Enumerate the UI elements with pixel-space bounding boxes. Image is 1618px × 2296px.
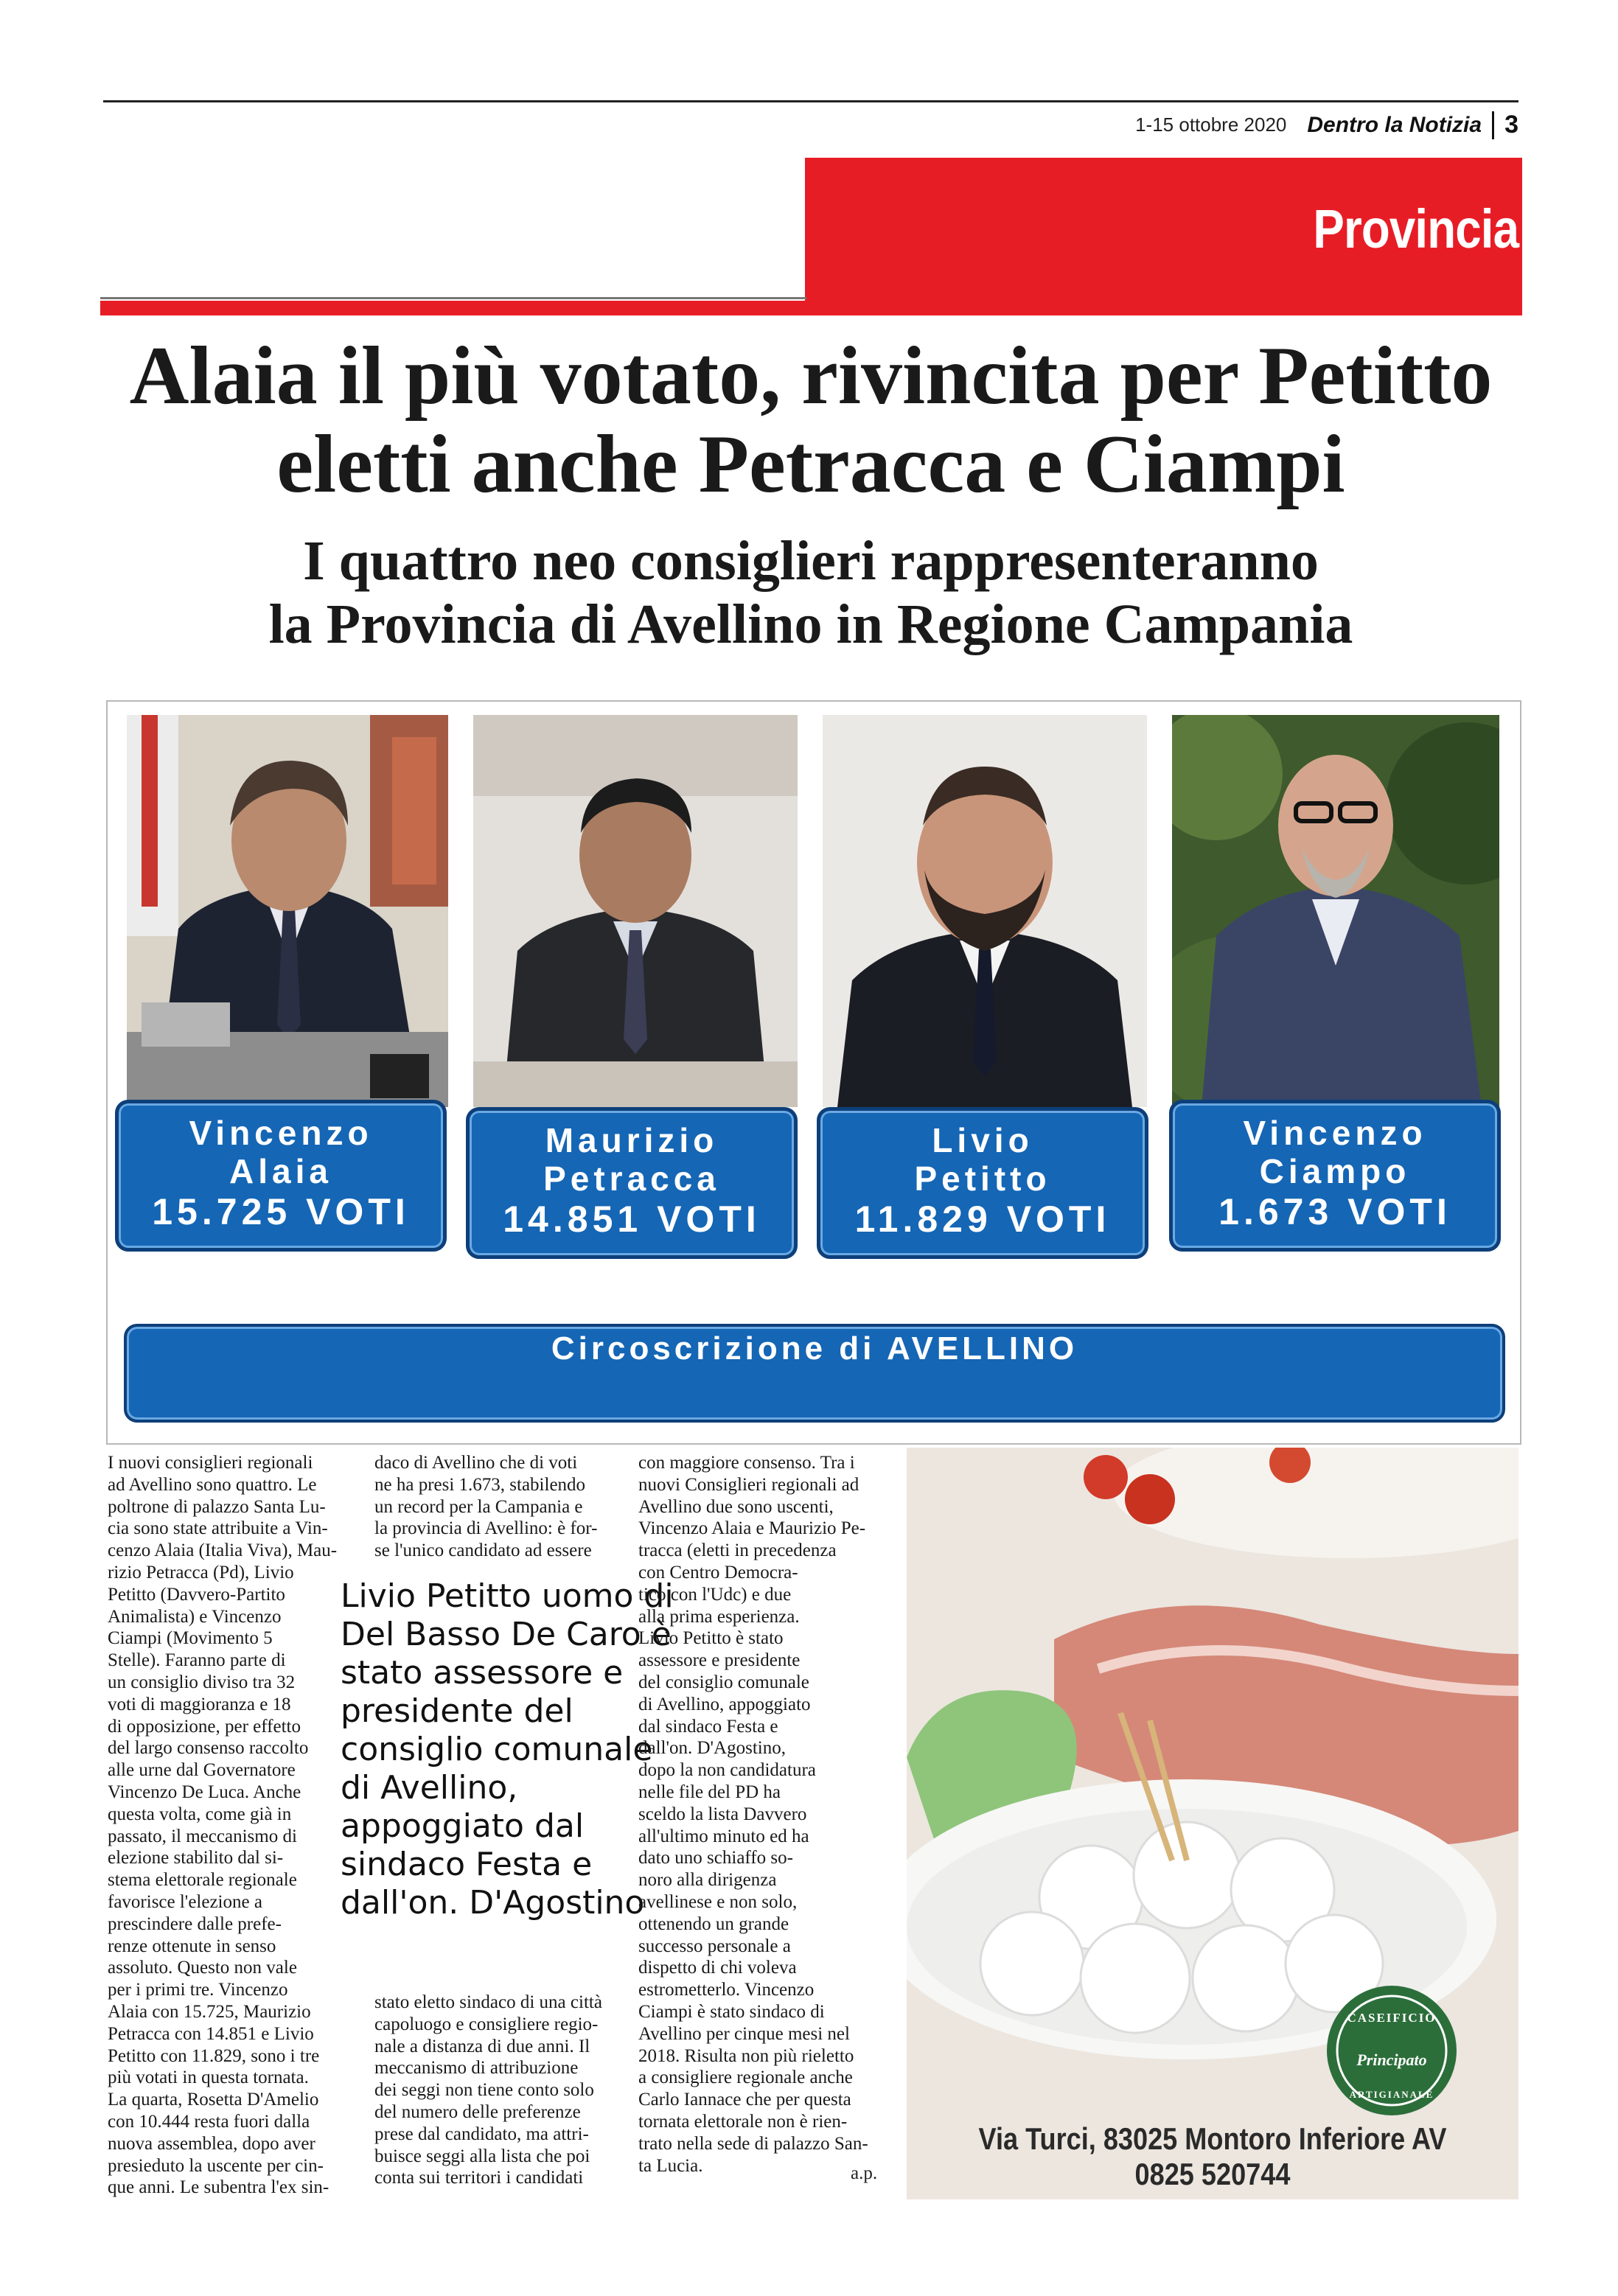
article-line: del largo consenso raccolto [108,1738,309,1759]
article-line: estrometterlo. Vincenzo [638,1980,815,2000]
article-line: tracca (eletti in precedenza [638,1540,837,1561]
article-line: se l'unico candidato ad essere [374,1540,592,1561]
article-line: alla prima esperienza. [638,1606,800,1627]
article-line: prese dal candidato, ma attri- [374,2124,589,2144]
banner-rule [100,297,806,299]
publication-name: Dentro la Notizia [1307,112,1482,137]
section-stripe [100,301,1522,315]
article-line: tornata elettorale non è rien- [638,2111,848,2132]
article-line: 2018. Risulta non più rieletto [638,2045,854,2066]
article-line: cia sono state attribuite a Vin- [108,1518,328,1539]
article-line: nelle file del PD ha [638,1782,781,1802]
article-line: dall'on. D'Agostino, [638,1738,786,1759]
article-line: I nuovi consiglieri regionali [108,1453,313,1473]
article-line: di opposizione, per effetto [108,1716,301,1737]
article-line: dato uno schiaffo so- [638,1848,793,1868]
candidate-card-petitto [817,1107,1148,1259]
article-line: un consiglio diviso tra 32 [108,1672,296,1692]
page-number: 3 [1504,111,1518,139]
candidate-last-name: Alaia [229,1152,332,1190]
article-line: dei seggi non tiene conto solo [374,2080,594,2101]
article-line: passato, il meccanismo di [108,1826,297,1846]
candidate-last-name: Petracca [543,1159,720,1198]
article-line: Ciampi (Movimento 5 [108,1628,273,1649]
article-line: assessore e presidente [638,1650,801,1671]
article-line: que anni. Le subentra l'ex sin- [108,2177,329,2198]
article-line: Vincenzo Alaia e Maurizio Pe- [638,1518,866,1539]
article-line: stato eletto sindaco di una città [374,1992,602,2012]
article-line: Stelle). Faranno parte di [108,1650,286,1671]
candidate-votes: 14.851 VOTI [503,1198,761,1240]
caseificio-logo [1327,1986,1457,2115]
candidate-votes: 1.673 VOTI [1218,1191,1451,1232]
candidates-panel [106,700,1521,1445]
candidate-card-ciampo [1169,1100,1501,1252]
candidate-first-name: Vincenzo [1243,1114,1427,1152]
issue-date: 1-15 ottobre 2020 [1135,114,1287,136]
pull-quote: Livio Petitto uomo di Del Basso De Caro è stato assessore e presidente del consiglio comunale di Avellino, appoggiato dal sindaco Festa e dall'on. D'Agostino [341,1577,674,1922]
article-line: Carlo Iannace che per questa [638,2090,851,2110]
candidate-photo-ciampo [1172,715,1499,1107]
article-line: più votati in questa tornata. [108,2068,309,2088]
article-line: Livio Petitto è stato [638,1628,784,1649]
article-line: dal sindaco Festa e [638,1716,778,1737]
article-line: buisce seggi alla lista che poi [374,2146,590,2166]
article-line: daco di Avellino che di voti [374,1453,578,1473]
article-line: per i primi tre. Vincenzo [108,1980,288,2000]
article-line: nuovi Consiglieri regionali ad [638,1474,859,1495]
article-line: noro alla dirigenza [638,1870,777,1891]
article-line: dopo la non candidatura [638,1760,816,1781]
article-line: voti di maggioranza e 18 [108,1694,291,1714]
article-line: Alaia con 15.725, Maurizio [108,2001,311,2022]
article-column-2-bottom [374,1992,625,2189]
article-line: prescindere dalle prefe- [108,1913,282,1934]
headline-line-1: Alaia il più votato, rivincita per Petitto [129,330,1493,422]
candidate-photo-petracca [473,715,798,1107]
subheadline-line-1: I quattro neo consiglieri rappresenteranno [303,530,1319,592]
article-line: del numero delle preferenze [374,2101,581,2122]
article-line: tico con l'Udc) e due [638,1584,792,1605]
article-line: poltrone di palazzo Santa Lu- [108,1496,326,1517]
candidate-photo-alaia [127,715,448,1107]
article-line: stema elettorale regionale [108,1870,297,1891]
candidate-last-name: Ciampo [1259,1152,1411,1190]
article-line: meccanismo di attribuzione [374,2058,579,2079]
candidate-votes: 11.829 VOTI [854,1198,1111,1240]
article-line: renze ottenute in senso [108,1936,276,1956]
article-line: La quarta, Rosetta D'Amelio [108,2090,319,2110]
article-line: sceldo la lista Davvero [638,1804,807,1824]
ad-address: Via Turci, 83025 Montoro Inferiore AV 0825 520744 [978,2121,1447,2191]
article-line: del consiglio comunale [638,1672,809,1692]
article-line: assoluto. Questo non vale [108,1958,297,1978]
candidate-first-name: Vincenzo [189,1114,373,1152]
article-line: cenzo Alaia (Italia Viva), Mau- [108,1540,338,1561]
article-line: con Centro Democra- [638,1562,798,1583]
article-line: un record per la Campania e [374,1496,583,1517]
article-line: Petitto con 11.829, sono i tre [108,2045,320,2066]
article-line: favorisce l'elezione a [108,1891,262,1912]
article-line: nale a distanza di due anni. Il [374,2036,590,2056]
subheadline [74,529,1548,656]
article-column-1 [108,1452,351,2199]
article-line: Vincenzo De Luca. Anche [108,1782,301,1802]
article-column-2-top [374,1452,618,1562]
headline-line-2: eletti anche Petracca e Ciampi [276,419,1345,510]
logo-bottom-text: ARTIGIANALE [1349,2089,1434,2100]
article-line: trato nella sede di palazzo San- [638,2133,868,2154]
article-line: alle urne dal Governatore [108,1760,296,1781]
logo-top-text: CASEIFICIO [1347,2011,1437,2025]
article-line: Petitto (Davvero-Partito [108,1584,285,1605]
header-divider [1492,111,1494,139]
article-line: Avellino per cinque mesi nel [638,2023,850,2044]
candidate-votes: 15.725 VOTI [152,1191,410,1232]
article-line: Avellino due sono uscenti, [638,1496,834,1517]
article-line: con 10.444 resta fuori dalla [108,2111,310,2132]
article-line: conta sui territori i candidati [374,2168,584,2188]
article-line: la provincia di Avellino: è for- [374,1518,598,1539]
candidate-photo-petitto [823,715,1147,1107]
page-header [1135,111,1518,139]
top-rule [103,100,1518,102]
author-signature: a.p. [851,2163,878,2183]
district-banner: Circoscrizione di AVELLINO [124,1324,1505,1423]
candidate-last-name: Petitto [914,1159,1051,1198]
candidate-first-name: Livio [932,1121,1033,1159]
article-line: questa volta, come già in [108,1804,292,1824]
candidate-first-name: Maurizio [545,1121,719,1159]
article-line: Ciampi è stato sindaco di [638,2001,825,2022]
article-line: ottenendo un grande [638,1913,789,1934]
article-line: Animalista) e Vincenzo [108,1606,282,1627]
article-line: avellinese e non solo, [638,1891,798,1912]
article-line: ta Lucia. [638,2155,703,2176]
subheadline-line-2: la Provincia di Avellino in Regione Campania [268,593,1353,655]
candidate-card-petracca [466,1107,798,1259]
article-line: dispetto di chi voleva [638,1958,797,1978]
candidate-card-alaia [115,1100,447,1252]
article-line: capoluogo e consigliere regio- [374,2014,599,2034]
article-line: Petracca con 14.851 e Livio [108,2023,314,2044]
article-line: con maggiore consenso. Tra i [638,1453,855,1473]
article-line: rizio Petracca (Pd), Livio [108,1562,294,1583]
article-line: di Avellino, appoggiato [638,1694,811,1714]
article-line: elezione stabilito dal si- [108,1848,284,1868]
article-line: a consigliere regionale anche [638,2068,853,2088]
article-line: nuova assemblea, dopo aver [108,2133,315,2154]
advertisement [907,1448,1518,2199]
article-column-3 [638,1452,889,2177]
article-line: presieduto la uscente per cin- [108,2155,324,2176]
section-title: Provincia [1313,198,1518,259]
article-line: all'ultimo minuto ed ha [638,1826,809,1846]
logo-brand-text: Principato [1356,2051,1427,2069]
article-line: ad Avellino sono quattro. Le [108,1474,317,1495]
article-line: successo personale a [638,1936,791,1956]
article-line: ne ha presi 1.673, stabilendo [374,1474,586,1495]
headline [74,332,1548,509]
